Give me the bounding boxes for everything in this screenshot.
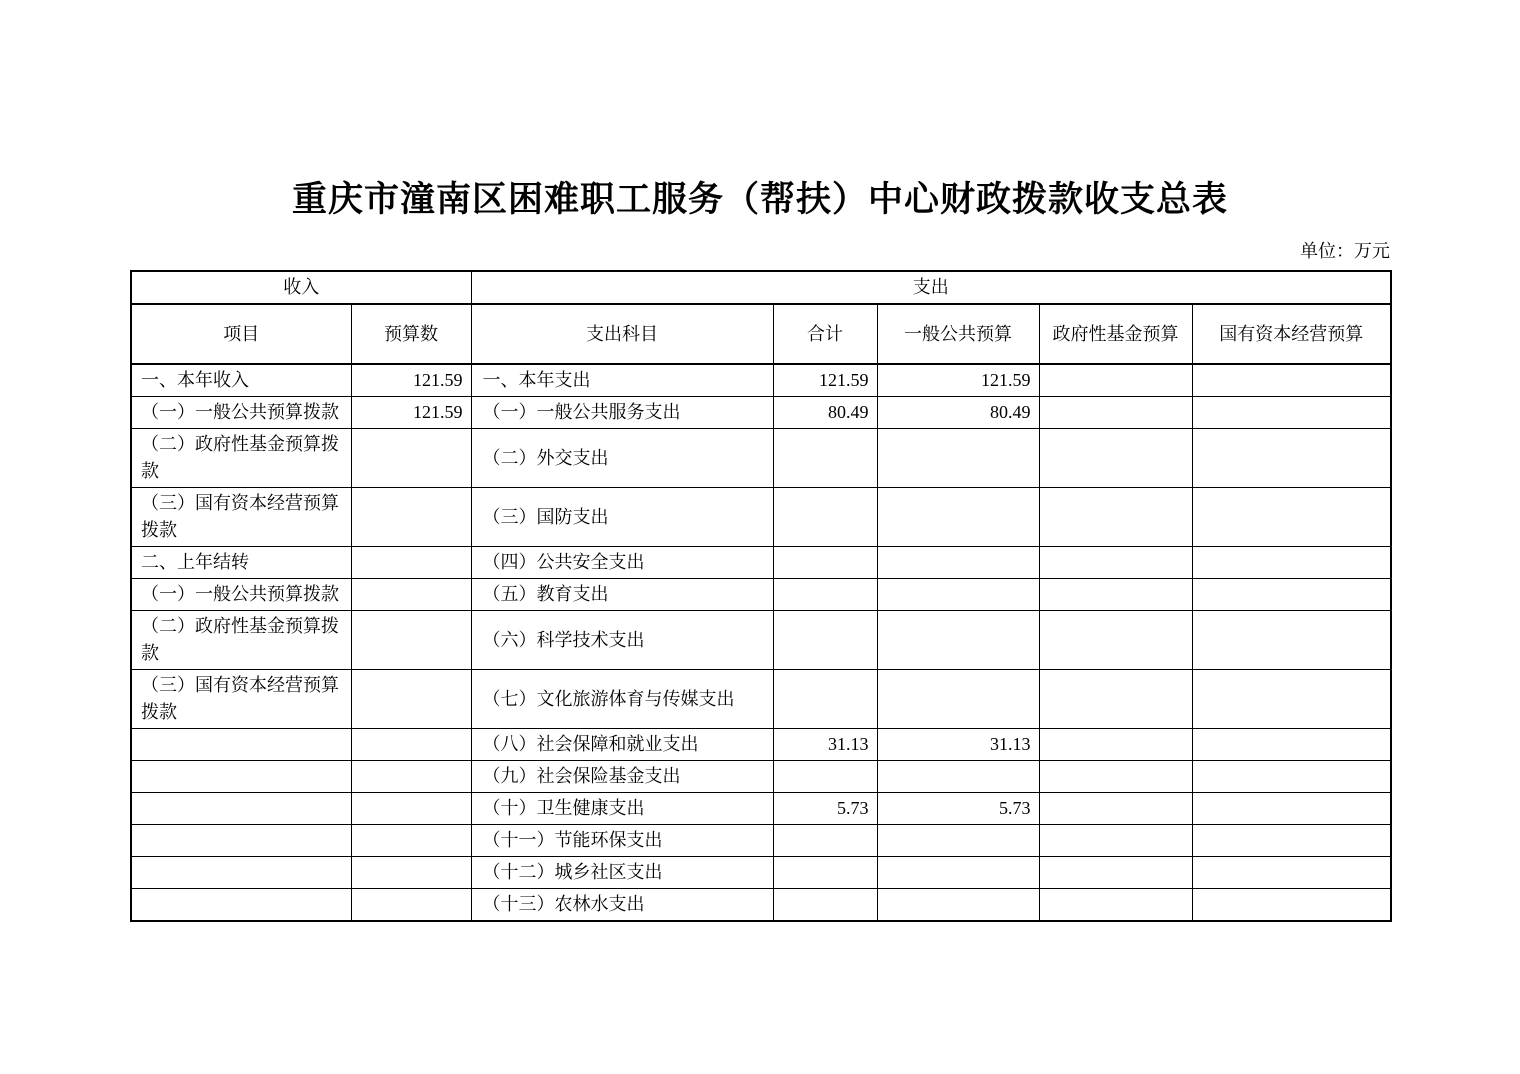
col-header-exp-subject: 支出科目: [471, 304, 773, 364]
exp-general-budget-cell: [877, 611, 1039, 670]
income-budget-cell: [351, 579, 471, 611]
table-row: [131, 364, 1391, 397]
exp-state-capital-cell: [1192, 547, 1391, 579]
exp-subject-cell: （十）卫生健康支出: [471, 793, 773, 825]
table-row: [131, 729, 1391, 761]
exp-gov-fund-cell: [1039, 761, 1192, 793]
table-body: [131, 364, 1391, 921]
exp-gov-fund-cell: [1039, 889, 1192, 922]
income-item-cell: [131, 761, 351, 793]
exp-general-budget-cell: [877, 761, 1039, 793]
exp-general-budget-cell: [877, 670, 1039, 729]
exp-state-capital-cell: [1192, 488, 1391, 547]
income-item-cell: （二）政府性基金预算拨款: [131, 611, 351, 670]
exp-gov-fund-cell: [1039, 857, 1192, 889]
table-row: [131, 488, 1391, 547]
exp-subject-cell: （一）一般公共服务支出: [471, 397, 773, 429]
income-item-cell: [131, 857, 351, 889]
income-item-cell: （一）一般公共预算拨款: [131, 579, 351, 611]
exp-total-cell: [773, 579, 877, 611]
income-budget-cell: [351, 547, 471, 579]
column-header-row: [131, 304, 1391, 364]
table-row: [131, 547, 1391, 579]
exp-state-capital-cell: [1192, 729, 1391, 761]
income-budget-cell: [351, 857, 471, 889]
col-header-item: 项目: [131, 304, 351, 364]
exp-state-capital-cell: [1192, 793, 1391, 825]
exp-subject-cell: （三）国防支出: [471, 488, 773, 547]
income-item-cell: [131, 729, 351, 761]
exp-gov-fund-cell: [1039, 397, 1192, 429]
group-header-row: [131, 271, 1391, 304]
exp-total-cell: 121.59: [773, 364, 877, 397]
exp-subject-cell: （四）公共安全支出: [471, 547, 773, 579]
income-item-cell: [131, 825, 351, 857]
exp-subject-cell: （八）社会保障和就业支出: [471, 729, 773, 761]
exp-state-capital-cell: [1192, 889, 1391, 922]
exp-general-budget-cell: [877, 547, 1039, 579]
exp-general-budget-cell: 121.59: [877, 364, 1039, 397]
table-row: [131, 611, 1391, 670]
table-row: [131, 429, 1391, 488]
income-budget-cell: [351, 429, 471, 488]
exp-gov-fund-cell: [1039, 488, 1192, 547]
exp-general-budget-cell: 80.49: [877, 397, 1039, 429]
income-budget-cell: [351, 729, 471, 761]
exp-state-capital-cell: [1192, 670, 1391, 729]
table-head: [131, 271, 1391, 364]
exp-state-capital-cell: [1192, 579, 1391, 611]
exp-total-cell: [773, 488, 877, 547]
exp-gov-fund-cell: [1039, 793, 1192, 825]
exp-general-budget-cell: [877, 579, 1039, 611]
header-expenditure: 支出: [471, 271, 1391, 304]
exp-gov-fund-cell: [1039, 429, 1192, 488]
income-budget-cell: [351, 611, 471, 670]
income-item-cell: （三）国有资本经营预算拨款: [131, 670, 351, 729]
table-row: [131, 397, 1391, 429]
table-row: [131, 793, 1391, 825]
exp-state-capital-cell: [1192, 761, 1391, 793]
income-budget-cell: [351, 825, 471, 857]
income-item-cell: 一、本年收入: [131, 364, 351, 397]
exp-subject-cell: （十三）农林水支出: [471, 889, 773, 922]
table-row: [131, 889, 1391, 922]
exp-total-cell: 5.73: [773, 793, 877, 825]
page-title: 重庆市潼南区困难职工服务（帮扶）中心财政拨款收支总表: [291, 180, 1228, 219]
income-budget-cell: [351, 670, 471, 729]
table-row: [131, 761, 1391, 793]
exp-total-cell: [773, 857, 877, 889]
exp-gov-fund-cell: [1039, 611, 1192, 670]
exp-subject-cell: （六）科学技术支出: [471, 611, 773, 670]
exp-state-capital-cell: [1192, 429, 1391, 488]
col-header-general-public-budget: 一般公共预算: [877, 304, 1039, 364]
col-header-total: 合计: [773, 304, 877, 364]
exp-gov-fund-cell: [1039, 825, 1192, 857]
exp-gov-fund-cell: [1039, 729, 1192, 761]
exp-subject-cell: （五）教育支出: [471, 579, 773, 611]
exp-total-cell: 31.13: [773, 729, 877, 761]
income-item-cell: （一）一般公共预算拨款: [131, 397, 351, 429]
exp-subject-cell: （二）外交支出: [471, 429, 773, 488]
exp-total-cell: [773, 670, 877, 729]
exp-state-capital-cell: [1192, 397, 1391, 429]
income-budget-cell: 121.59: [351, 364, 471, 397]
table-row: [131, 857, 1391, 889]
budget-table: [130, 270, 1392, 922]
income-item-cell: 二、上年结转: [131, 547, 351, 579]
income-item-cell: （三）国有资本经营预算拨款: [131, 488, 351, 547]
exp-general-budget-cell: 5.73: [877, 793, 1039, 825]
exp-general-budget-cell: [877, 857, 1039, 889]
income-budget-cell: [351, 488, 471, 547]
income-budget-cell: [351, 889, 471, 922]
exp-total-cell: [773, 611, 877, 670]
exp-subject-cell: 一、本年支出: [471, 364, 773, 397]
exp-total-cell: [773, 429, 877, 488]
exp-general-budget-cell: [877, 429, 1039, 488]
exp-total-cell: [773, 547, 877, 579]
income-budget-cell: [351, 761, 471, 793]
exp-subject-cell: （十二）城乡社区支出: [471, 857, 773, 889]
exp-subject-cell: （十一）节能环保支出: [471, 825, 773, 857]
exp-gov-fund-cell: [1039, 579, 1192, 611]
exp-general-budget-cell: 31.13: [877, 729, 1039, 761]
exp-general-budget-cell: [877, 889, 1039, 922]
header-income: 收入: [131, 271, 471, 304]
exp-state-capital-cell: [1192, 857, 1391, 889]
exp-state-capital-cell: [1192, 825, 1391, 857]
col-header-gov-fund-budget: 政府性基金预算: [1039, 304, 1192, 364]
income-item-cell: [131, 793, 351, 825]
exp-gov-fund-cell: [1039, 670, 1192, 729]
exp-total-cell: [773, 761, 877, 793]
exp-gov-fund-cell: [1039, 364, 1192, 397]
income-item-cell: （二）政府性基金预算拨款: [131, 429, 351, 488]
income-item-cell: [131, 889, 351, 922]
table-row: [131, 670, 1391, 729]
exp-state-capital-cell: [1192, 364, 1391, 397]
table-row: [131, 579, 1391, 611]
exp-subject-cell: （九）社会保险基金支出: [471, 761, 773, 793]
col-header-state-capital-budget: 国有资本经营预算: [1192, 304, 1391, 364]
exp-state-capital-cell: [1192, 611, 1391, 670]
exp-general-budget-cell: [877, 825, 1039, 857]
exp-general-budget-cell: [877, 488, 1039, 547]
exp-total-cell: 80.49: [773, 397, 877, 429]
income-budget-cell: [351, 793, 471, 825]
unit-label: 单位：万元: [1300, 241, 1390, 261]
income-budget-cell: 121.59: [351, 397, 471, 429]
exp-total-cell: [773, 825, 877, 857]
col-header-budget: 预算数: [351, 304, 471, 364]
exp-total-cell: [773, 889, 877, 922]
exp-subject-cell: （七）文化旅游体育与传媒支出: [471, 670, 773, 729]
table-row: [131, 825, 1391, 857]
exp-gov-fund-cell: [1039, 547, 1192, 579]
